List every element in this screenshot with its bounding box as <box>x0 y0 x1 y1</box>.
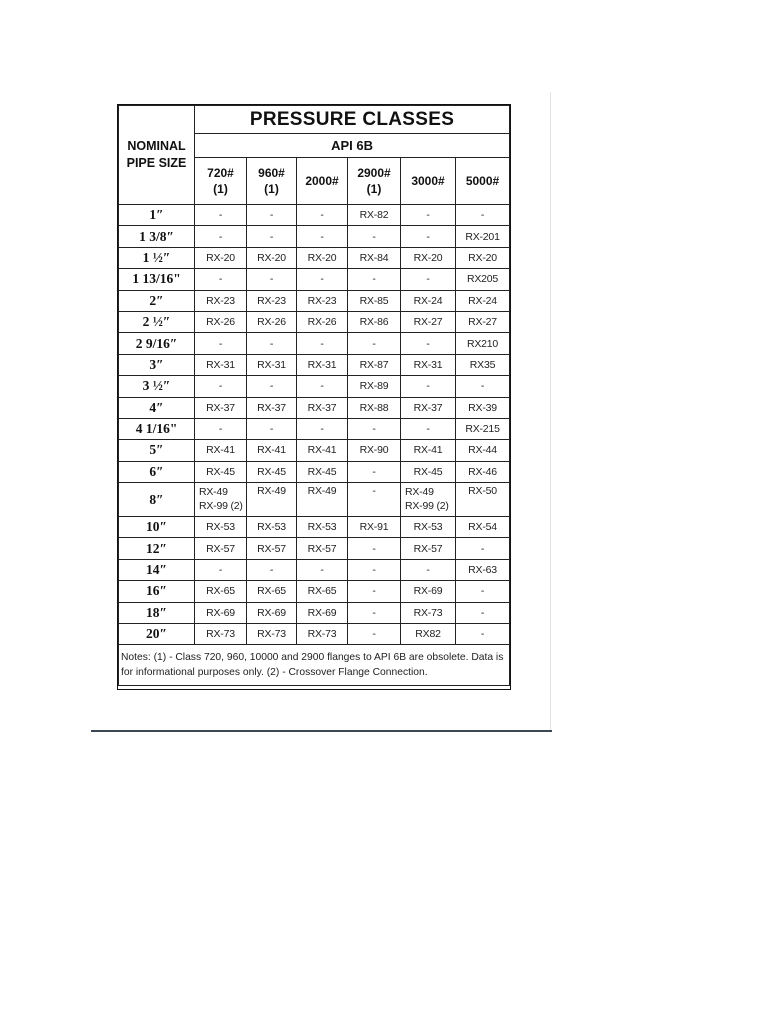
ring-gasket-cell: RX-45 <box>297 461 348 482</box>
ring-gasket-cell: RX-45 <box>401 461 456 482</box>
ring-gasket-cell: - <box>456 205 510 226</box>
table-row <box>119 333 510 354</box>
pipe-size-cell: 2 9/16″ <box>119 333 195 354</box>
pipe-size-cell: 10″ <box>119 517 195 538</box>
ring-gasket-cell: RX-65 <box>247 581 297 602</box>
ring-gasket-cell: RX-20 <box>456 247 510 268</box>
ring-gasket-cell: RX-23 <box>297 290 348 311</box>
ring-gasket-cell: RX-63 <box>456 559 510 580</box>
ring-gasket-cell: RX-73 <box>195 624 247 645</box>
ring-gasket-cell: RX-20 <box>195 247 247 268</box>
pipe-size-cell: 20″ <box>119 624 195 645</box>
ring-gasket-cell: RX-31 <box>195 354 247 375</box>
ring-gasket-cell: RX-26 <box>297 311 348 332</box>
ring-gasket-cell: RX-20 <box>247 247 297 268</box>
ring-gasket-cell: - <box>401 226 456 247</box>
ring-gasket-cell: RX-73 <box>247 624 297 645</box>
ring-gasket-cell: RX-57 <box>297 538 348 559</box>
ring-gasket-cell: RX-31 <box>247 354 297 375</box>
ring-gasket-cell: - <box>348 559 401 580</box>
pipe-size-cell: 3 ½″ <box>119 376 195 397</box>
ring-gasket-cell: - <box>195 205 247 226</box>
ring-gasket-cell: - <box>247 226 297 247</box>
ring-gasket-cell: - <box>247 205 297 226</box>
ring-gasket-cell: RX-37 <box>297 397 348 418</box>
ring-gasket-cell: - <box>348 418 401 439</box>
pipe-size-cell: 1 3/8″ <box>119 226 195 247</box>
table-row <box>119 269 510 290</box>
ring-gasket-cell: - <box>195 269 247 290</box>
ring-gasket-cell: - <box>195 559 247 580</box>
ring-gasket-cell: - <box>401 333 456 354</box>
pipe-size-cell: 1 ½″ <box>119 247 195 268</box>
ring-gasket-cell: RX-65 <box>195 581 247 602</box>
ring-gasket-cell: - <box>297 559 348 580</box>
ring-gasket-cell: - <box>247 418 297 439</box>
pipe-size-cell: 1″ <box>119 205 195 226</box>
ring-gasket-cell: - <box>456 538 510 559</box>
pipe-size-cell: 3″ <box>119 354 195 375</box>
ring-gasket-cell: RX82 <box>401 624 456 645</box>
table-row <box>119 440 510 461</box>
ring-gasket-cell: RX-31 <box>401 354 456 375</box>
ring-gasket-cell: - <box>401 418 456 439</box>
table-row <box>119 483 510 517</box>
ring-gasket-cell: RX-53 <box>297 517 348 538</box>
ring-gasket-cell: - <box>195 333 247 354</box>
ring-gasket-cell: RX-27 <box>401 311 456 332</box>
pipe-size-cell: 18″ <box>119 602 195 623</box>
ring-gasket-cell: RX-91 <box>348 517 401 538</box>
ring-gasket-cell: RX-37 <box>401 397 456 418</box>
ring-gasket-cell: - <box>348 581 401 602</box>
ring-gasket-cell: - <box>401 376 456 397</box>
ring-gasket-cell: RX-69 <box>195 602 247 623</box>
pipe-size-cell: 6″ <box>119 461 195 482</box>
table-notes: Notes: (1) - Class 720, 960, 10000 and 2900 flanges to API 6B are obsolete. Data is for informational purposes only. (2) - Crossover Flange Connection. <box>119 645 510 686</box>
ring-gasket-cell: - <box>247 376 297 397</box>
ring-gasket-cell: RX-20 <box>297 247 348 268</box>
pipe-size-cell: 4″ <box>119 397 195 418</box>
table-row <box>119 517 510 538</box>
table-row <box>119 226 510 247</box>
ring-gasket-cell: RX-49 RX-99 (2) <box>401 483 456 517</box>
pressure-classes-table <box>118 105 510 686</box>
table-row <box>119 376 510 397</box>
ring-gasket-cell: - <box>456 602 510 623</box>
ring-gasket-cell: RX-26 <box>195 311 247 332</box>
table-row <box>119 247 510 268</box>
ring-gasket-cell: RX-73 <box>297 624 348 645</box>
ring-gasket-cell: RX-88 <box>348 397 401 418</box>
ring-gasket-cell: RX-20 <box>401 247 456 268</box>
ring-gasket-cell: - <box>348 483 401 517</box>
table-row <box>119 559 510 580</box>
pipe-size-cell: 2 ½″ <box>119 311 195 332</box>
ring-gasket-cell: RX-53 <box>401 517 456 538</box>
pressure-classes-table-container <box>117 104 511 690</box>
pipe-size-cell: 1 13/16" <box>119 269 195 290</box>
ring-gasket-cell: - <box>348 624 401 645</box>
ring-gasket-cell: RX-49 RX-99 (2) <box>195 483 247 517</box>
ring-gasket-cell: RX-53 <box>195 517 247 538</box>
ring-gasket-cell: RX-69 <box>247 602 297 623</box>
ring-gasket-cell: RX-85 <box>348 290 401 311</box>
ring-gasket-cell: RX-41 <box>195 440 247 461</box>
ring-gasket-cell: RX-87 <box>348 354 401 375</box>
ring-gasket-cell: - <box>401 269 456 290</box>
ring-gasket-cell: RX-90 <box>348 440 401 461</box>
ring-gasket-cell: - <box>401 559 456 580</box>
ring-gasket-cell: RX-86 <box>348 311 401 332</box>
ring-gasket-cell: RX-201 <box>456 226 510 247</box>
ring-gasket-cell: - <box>401 205 456 226</box>
ring-gasket-cell: RX-45 <box>195 461 247 482</box>
column-header: 3000# <box>401 158 456 205</box>
ring-gasket-cell: RX-41 <box>247 440 297 461</box>
table-body <box>119 205 510 645</box>
ring-gasket-cell: RX-49 <box>297 483 348 517</box>
ring-gasket-cell: - <box>297 418 348 439</box>
ring-gasket-cell: - <box>247 269 297 290</box>
column-header: 5000# <box>456 158 510 205</box>
ring-gasket-cell: RX-37 <box>247 397 297 418</box>
table-row <box>119 290 510 311</box>
ring-gasket-cell: - <box>195 226 247 247</box>
ring-gasket-cell: - <box>297 333 348 354</box>
ring-gasket-cell: RX-39 <box>456 397 510 418</box>
pipe-size-cell: 2″ <box>119 290 195 311</box>
table-row <box>119 311 510 332</box>
ring-gasket-cell: RX-27 <box>456 311 510 332</box>
ring-gasket-cell: RX-215 <box>456 418 510 439</box>
column-header: 2900# (1) <box>348 158 401 205</box>
table-row <box>119 581 510 602</box>
pipe-size-cell: 12″ <box>119 538 195 559</box>
table-subtitle: API 6B <box>195 134 510 158</box>
ring-gasket-cell: RX-23 <box>195 290 247 311</box>
ring-gasket-cell: - <box>348 226 401 247</box>
ring-gasket-cell: RX-23 <box>247 290 297 311</box>
ring-gasket-cell: RX-41 <box>297 440 348 461</box>
ring-gasket-cell: - <box>247 559 297 580</box>
ring-gasket-cell: RX-89 <box>348 376 401 397</box>
ring-gasket-cell: - <box>297 205 348 226</box>
ring-gasket-cell: RX-31 <box>297 354 348 375</box>
ring-gasket-cell: RX-45 <box>247 461 297 482</box>
ring-gasket-cell: - <box>348 269 401 290</box>
ring-gasket-cell: RX-37 <box>195 397 247 418</box>
ring-gasket-cell: RX-84 <box>348 247 401 268</box>
ring-gasket-cell: RX205 <box>456 269 510 290</box>
ring-gasket-cell: - <box>456 376 510 397</box>
table-row <box>119 397 510 418</box>
pipe-size-cell: 5″ <box>119 440 195 461</box>
ring-gasket-cell: RX-73 <box>401 602 456 623</box>
ring-gasket-cell: - <box>297 376 348 397</box>
ring-gasket-cell: RX-26 <box>247 311 297 332</box>
column-header: 960# (1) <box>247 158 297 205</box>
ring-gasket-cell: - <box>195 418 247 439</box>
table-title: PRESSURE CLASSES <box>195 106 510 134</box>
ring-gasket-cell: RX-69 <box>297 602 348 623</box>
table-row <box>119 602 510 623</box>
column-header: 2000# <box>297 158 348 205</box>
column-header: 720# (1) <box>195 158 247 205</box>
ring-gasket-cell: RX-50 <box>456 483 510 517</box>
ring-gasket-cell: - <box>348 602 401 623</box>
ring-gasket-cell: - <box>348 461 401 482</box>
ring-gasket-cell: RX-41 <box>401 440 456 461</box>
table-row <box>119 538 510 559</box>
table-row <box>119 205 510 226</box>
ring-gasket-cell: RX-46 <box>456 461 510 482</box>
ring-gasket-cell: RX-49 <box>247 483 297 517</box>
ring-gasket-cell: RX-57 <box>401 538 456 559</box>
ring-gasket-cell: RX210 <box>456 333 510 354</box>
ring-gasket-cell: RX-54 <box>456 517 510 538</box>
ring-gasket-cell: RX35 <box>456 354 510 375</box>
pipe-size-cell: 14″ <box>119 559 195 580</box>
ring-gasket-cell: RX-57 <box>247 538 297 559</box>
ring-gasket-cell: - <box>348 538 401 559</box>
ring-gasket-cell: RX-53 <box>247 517 297 538</box>
ring-gasket-cell: RX-24 <box>456 290 510 311</box>
ring-gasket-cell: RX-69 <box>401 581 456 602</box>
ring-gasket-cell: - <box>456 624 510 645</box>
ring-gasket-cell: - <box>348 333 401 354</box>
ring-gasket-cell: RX-82 <box>348 205 401 226</box>
ring-gasket-cell: - <box>247 333 297 354</box>
table-row <box>119 624 510 645</box>
ring-gasket-cell: - <box>195 376 247 397</box>
ring-gasket-cell: RX-57 <box>195 538 247 559</box>
nominal-pipe-size-header: NOMINAL PIPE SIZE <box>119 106 195 205</box>
ring-gasket-cell: RX-44 <box>456 440 510 461</box>
ring-gasket-cell: - <box>456 581 510 602</box>
pipe-size-cell: 16″ <box>119 581 195 602</box>
table-row <box>119 418 510 439</box>
pipe-size-cell: 4 1/16" <box>119 418 195 439</box>
ring-gasket-cell: RX-65 <box>297 581 348 602</box>
table-row <box>119 354 510 375</box>
pipe-size-cell: 8″ <box>119 483 195 517</box>
ring-gasket-cell: RX-24 <box>401 290 456 311</box>
ring-gasket-cell: - <box>297 226 348 247</box>
ring-gasket-cell: - <box>297 269 348 290</box>
table-row <box>119 461 510 482</box>
page-divider <box>91 730 552 732</box>
